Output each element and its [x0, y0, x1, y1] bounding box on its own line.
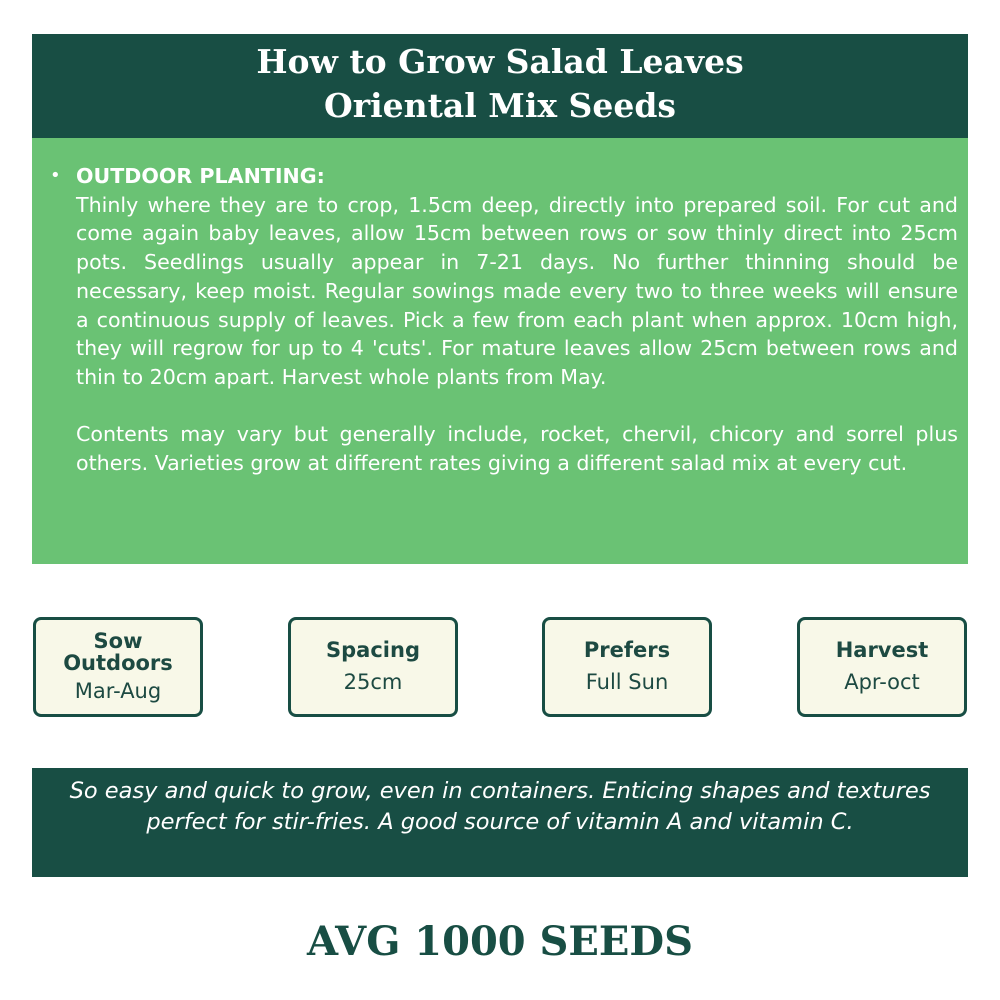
- card-value: Mar-Aug: [74, 679, 162, 703]
- card-value: 25cm: [343, 670, 403, 694]
- card-value: Apr-oct: [844, 670, 920, 694]
- contents-paragraph: Contents may vary but generally include, rocket, chervil, chicory and sorrel plus others. Varieties grow at different rates giving a different salad mix at every cut.: [76, 422, 958, 476]
- card-label: Spacing: [326, 638, 420, 662]
- card-value: Full Sun: [585, 670, 669, 694]
- harvest-card: [797, 617, 967, 717]
- card-label: Outdoors: [63, 651, 173, 675]
- description-text: So easy and quick to grow, even in containers. Enticing shapes and textures perfect for stir-fries. A good source of vitamin A and vitamin C.: [69, 778, 931, 835]
- spacing-card: [288, 617, 458, 717]
- bullet-icon: •: [50, 165, 61, 186]
- description-banner: [32, 768, 968, 877]
- title-banner: [32, 34, 968, 138]
- planting-paragraph: Thinly where they are to crop, 1.5cm deep, directly into prepared soil. For cut and come again baby leaves, allow 15cm between rows or sow thinly direct into 25cm pots. Seedlings usually appear in 7-21 days. No further thinning should be necessary, keep moist. Regular sowings made every two to three weeks will ensure a continuous supply of leaves. Pick a few from each plant when approx. 10cm high, they will regrow for up to 4 'cuts'. For mature leaves allow 25cm between rows and thin to 20cm apart. Harvest whole plants from May.: [76, 192, 958, 389]
- card-label: Sow: [93, 629, 143, 653]
- seed-count: AVG 1000 SEEDS: [307, 918, 693, 965]
- sow-outdoors-card: [33, 617, 203, 717]
- prefers-card: [542, 617, 712, 717]
- card-label: Harvest: [835, 638, 929, 662]
- title-line-1: How to Grow Salad Leaves: [256, 42, 744, 81]
- section-title: OUTDOOR PLANTING:: [76, 164, 325, 188]
- title-line-2: Oriental Mix Seeds: [323, 86, 676, 125]
- card-label: Prefers: [583, 638, 671, 662]
- instruction-item: [50, 162, 958, 478]
- instructions-panel: [32, 138, 968, 564]
